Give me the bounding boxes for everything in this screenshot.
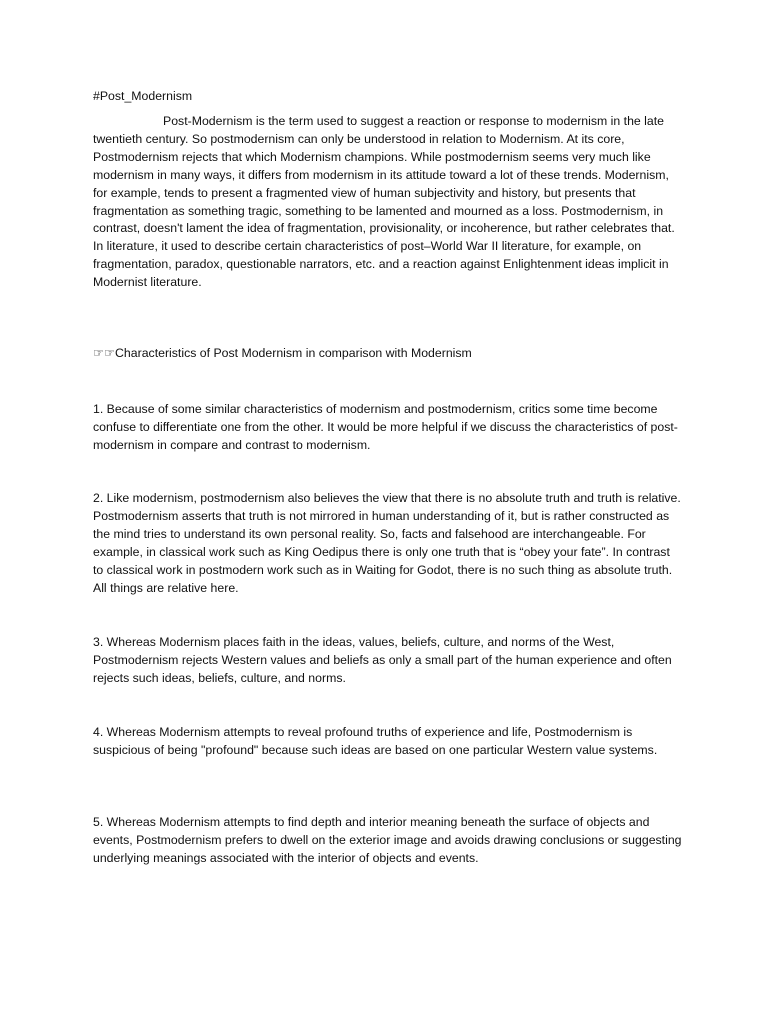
characteristic-point-1: 1. Because of some similar characteristics of modernism and postmodernism, critics some time become confuse to differentiate one from the other. It would be more helpful if we discuss the characteristics of post-modernism in compare and contrast to modernism. [93,402,678,452]
characteristic-point-3: 3. Whereas Modernism places faith in the ideas, values, beliefs, culture, and norms of the West, Postmodernism rejects Western values and beliefs as only a small part of the human experience and often rejects such ideas, beliefs, culture, and norms. [93,635,672,685]
document-heading: #Post_Modernism [93,89,193,103]
characteristic-point-2: 2. Like modernism, postmodernism also believes the view that there is no absolute truth and truth is relative. Postmodernism asserts that truth is not mirrored in human understanding of it, but is rather constructed as the mind tries to understand its own personal reality. So, facts and falsehood are interchangeable. For example, in classical work such as King Oedipus there is only one truth that is “obey your fate”. In contrast to classical work in postmodern work such as in Waiting for Godot, there is no such thing as absolute truth. All things are relative here. [93,491,681,595]
characteristic-point-4: 4. Whereas Modernism attempts to reveal profound truths of experience and life, Postmodernism is suspicious of being "profound" because such ideas are based on one particular Western value systems. [93,725,658,757]
characteristics-subheading: ☞☞Characteristics of Post Modernism in comparison with Modernism [93,346,472,360]
intro-paragraph: Post-Modernism is the term used to suggest a reaction or response to modernism in the late twentieth century. So postmodernism can only be understood in relation to Modernism. At its core, Postmodernism rejects that which Modernism champions. While postmodernism seems very much like modernism in many ways, it differs from modernism in its attitude toward a lot of these trends. Modernism, for example, tends to present a fragmented view of human subjectivity and history, but presents that fragmentation as something tragic, something to be lamented and mourned as a loss. Postmodernism, in contrast, doesn't lament the idea of fragmentation, provisionality, or incoherence, but rather celebrates that. In literature, it used to describe certain characteristics of post–World War II literature, for example, on fragmentation, paradox, questionable narrators, etc. and a reaction against Enlightenment ideas implicit in Modernist literature. [93,114,675,290]
characteristic-point-5: 5. Whereas Modernism attempts to find depth and interior meaning beneath the surface of objects and events, Postmodernism prefers to dwell on the exterior image and avoids drawing conclusions or suggesting underlying meanings associated with the interior of objects and events. [93,815,682,865]
